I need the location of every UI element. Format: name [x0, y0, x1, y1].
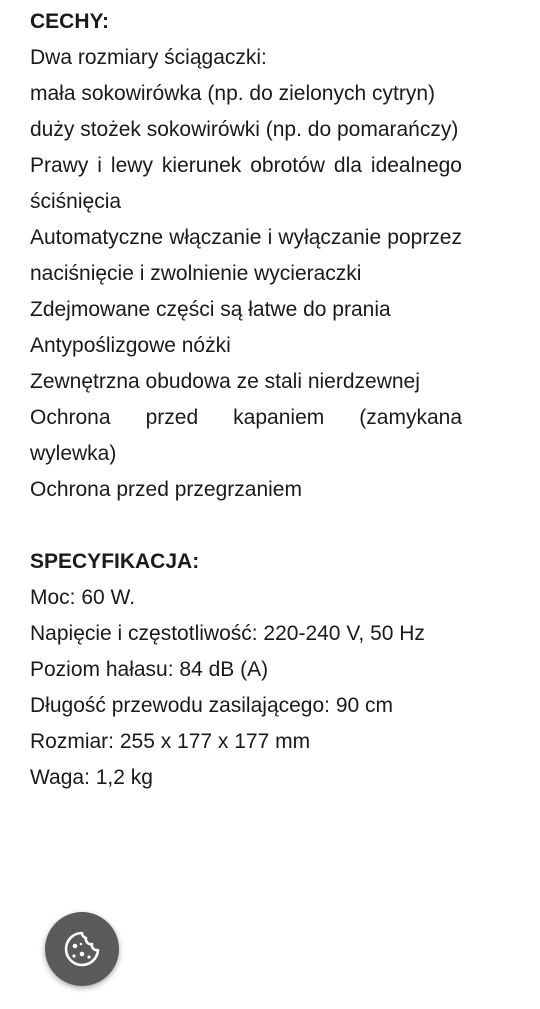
cookie-icon	[62, 929, 102, 969]
feature-item: Zdejmowane części są łatwe do prania	[30, 298, 391, 321]
feature-item: Prawy i lewy kierunek obrotów dla idealnego ściśnięcia	[30, 154, 462, 213]
features-heading: CECHY:	[30, 10, 109, 33]
feature-item: Automatyczne włączanie i wyłączanie poprzez naciśnięcie i zwolnienie wycieraczki	[30, 226, 462, 285]
feature-item: Zewnętrzna obudowa ze stali nierdzewnej	[30, 370, 420, 393]
spec-item: Rozmiar: 255 x 177 x 177 mm	[30, 730, 311, 753]
spec-item: Poziom hałasu: 84 dB (A)	[30, 658, 269, 681]
spec-item: Waga: 1,2 kg	[30, 766, 153, 789]
feature-item: Dwa rozmiary ściągaczki:	[30, 46, 267, 69]
feature-item: Ochrona przed kapaniem (zamykana wylewka)	[30, 406, 462, 465]
spec-item: Napięcie i częstotliwość: 220-240 V, 50 Hz	[30, 622, 425, 645]
section-spacer	[30, 508, 462, 544]
feature-item: mała sokowirówka (np. do zielonych cytryn)	[30, 82, 435, 105]
spec-item: Długość przewodu zasilającego: 90 cm	[30, 694, 394, 717]
spec-item: Moc: 60 W.	[30, 586, 136, 609]
specs-heading: SPECYFIKACJA:	[30, 550, 200, 573]
feature-item: Antypoślizgowe nóżki	[30, 334, 231, 357]
feature-item: duży stożek sokowirówki (np. do pomarańczy)	[30, 118, 459, 141]
cookie-settings-button[interactable]	[45, 912, 119, 986]
description-content	[30, 4, 462, 796]
feature-item: Ochrona przed przegrzaniem	[30, 478, 302, 501]
